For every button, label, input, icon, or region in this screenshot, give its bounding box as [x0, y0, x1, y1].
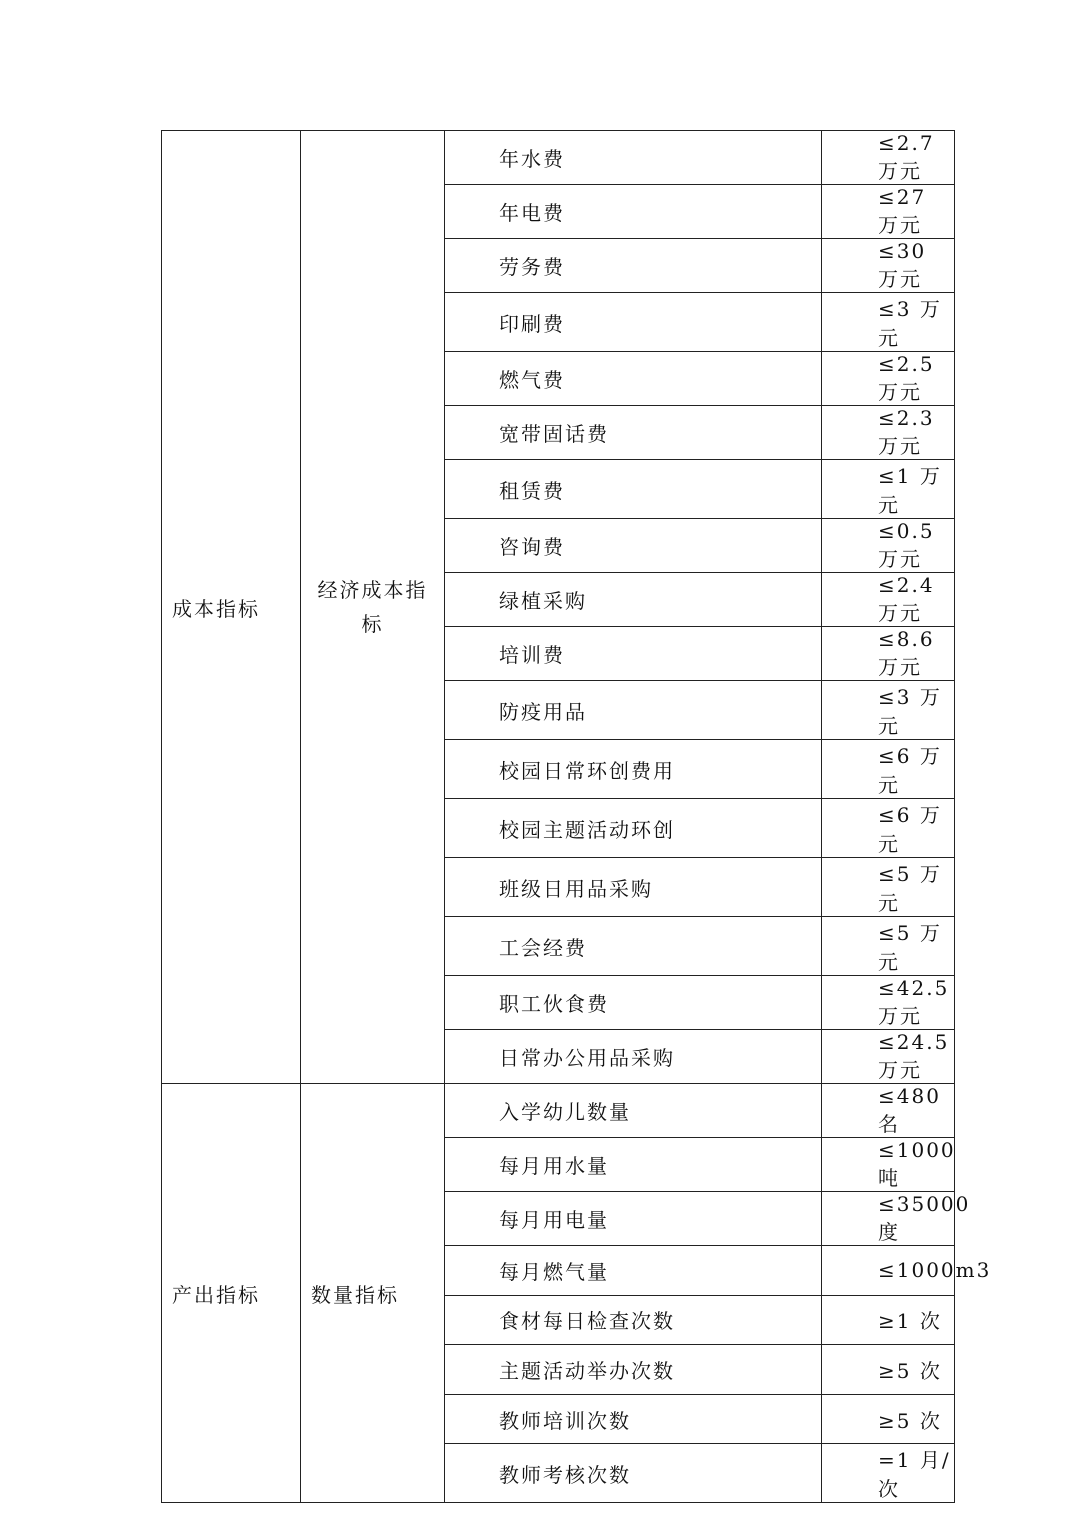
item-value: ≤1000m3 [822, 1246, 955, 1296]
item-name: 绿植采购 [445, 573, 822, 627]
item-value: =1 月/次 [822, 1444, 955, 1503]
item-value: ≤8.6 万元 [822, 627, 955, 681]
item-name: 劳务费 [445, 239, 822, 293]
item-value: ≤2.7 万元 [822, 131, 955, 185]
item-value: ≥5 次 [822, 1394, 955, 1444]
item-name: 食材每日检查次数 [445, 1295, 822, 1345]
item-value: ≤24.5 万元 [822, 1030, 955, 1084]
item-value: ≤2.5 万元 [822, 352, 955, 406]
item-name: 班级日用品采购 [445, 858, 822, 917]
item-value: ≤27 万元 [822, 185, 955, 239]
level1-label: 成本指标 [172, 596, 260, 621]
item-name: 租赁费 [445, 460, 822, 519]
item-value: ≥5 次 [822, 1345, 955, 1395]
item-name: 每月用水量 [445, 1138, 822, 1192]
item-name: 主题活动举办次数 [445, 1345, 822, 1395]
item-name: 工会经费 [445, 917, 822, 976]
item-name: 职工伙食费 [445, 976, 822, 1030]
item-name: 教师培训次数 [445, 1394, 822, 1444]
level2-indicator-quantity [301, 1084, 445, 1503]
level1-label: 产出指标 [172, 1282, 260, 1307]
item-name: 培训费 [445, 627, 822, 681]
item-value: ≤2.3 万元 [822, 406, 955, 460]
item-value: ≤1 万元 [822, 460, 955, 519]
item-value: ≤6 万元 [822, 799, 955, 858]
item-name: 校园日常环创费用 [445, 740, 822, 799]
level2-label: 经济成本指标 [317, 578, 428, 636]
item-name: 年水费 [445, 131, 822, 185]
item-value: ≤480 名 [822, 1084, 955, 1138]
item-name: 日常办公用品采购 [445, 1030, 822, 1084]
table-row [162, 131, 955, 185]
item-name: 校园主题活动环创 [445, 799, 822, 858]
item-name: 咨询费 [445, 519, 822, 573]
item-value: ≤3 万元 [822, 293, 955, 352]
item-value: ≤6 万元 [822, 740, 955, 799]
level1-indicator-cost [162, 131, 301, 1084]
item-value: ≤30 万元 [822, 239, 955, 293]
item-name: 防疫用品 [445, 681, 822, 740]
item-name: 燃气费 [445, 352, 822, 406]
level1-indicator-output [162, 1084, 301, 1503]
item-name: 宽带固话费 [445, 406, 822, 460]
item-name: 每月燃气量 [445, 1246, 822, 1296]
item-name: 教师考核次数 [445, 1444, 822, 1503]
indicator-table [161, 130, 992, 1503]
item-value: ≤42.5 万元 [822, 976, 955, 1030]
table-row [162, 1084, 955, 1138]
level2-indicator-economic-cost [301, 131, 445, 1084]
item-value: ≤2.4 万元 [822, 573, 955, 627]
item-value: ≥1 次 [822, 1295, 955, 1345]
level2-label: 数量指标 [311, 1282, 399, 1307]
item-value: ≤35000 度 [822, 1192, 955, 1246]
item-name: 每月用电量 [445, 1192, 822, 1246]
item-value: ≤1000 吨 [822, 1138, 955, 1192]
item-value: ≤5 万元 [822, 917, 955, 976]
item-value: ≤0.5 万元 [822, 519, 955, 573]
item-value: ≤3 万元 [822, 681, 955, 740]
item-value: ≤5 万元 [822, 858, 955, 917]
item-name: 印刷费 [445, 293, 822, 352]
item-name: 入学幼儿数量 [445, 1084, 822, 1138]
item-name: 年电费 [445, 185, 822, 239]
